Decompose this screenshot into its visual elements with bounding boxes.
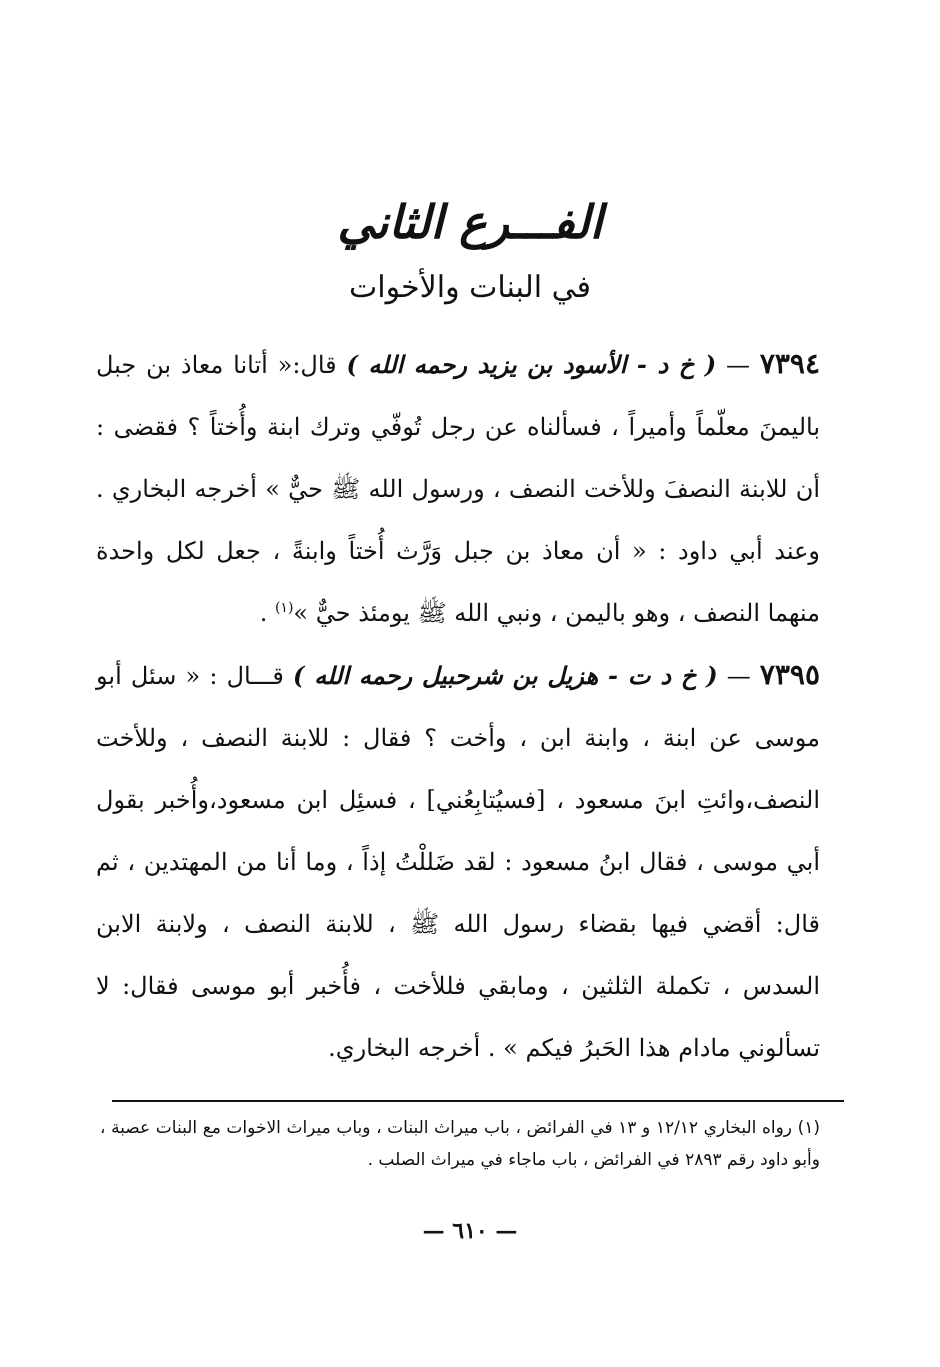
main-text [96, 333, 820, 1079]
footnote: (١) رواه البخاري ١٢/١٢ و ١٣ في الفرائض ، باب ميراث البنات ، وباب ميراث الاخوات مع البنات عصبة ، وأبو داود رقم ٢٨٩٣ في الفرائض ، باب ماجاء في ميراث الصلب . [100, 1118, 820, 1170]
hadith-entry: ٧٣٩٥ — ( خ د ت - هزيل بن شرحبيل رحمه الله ) قـــال : « سئل أبو موسى عن ابنة ، وابنة ابن ، وأخت ؟ فقال : للابنة النصف ، وللأخت النصف،وائتِ ابنَ مسعود ، [فسيُتابِعُني] ، فسئِل ابن مسعود،وأُخبر بقول أبي موسى ، فقال ابنُ مسعود : لقد ضَللْتُ إذاً ، وما أنا من المهتدين ، ثم قال: أقضي فيها بقضاء رسول الله ﷺ ، للابنة النصف ، ولابنة الابن السدس ، تكملة الثلثين ، ومابقي فللأخت ، فأُخبر أبو موسى فقال: لا تسألوني مادام هذا الحَبرُ فيكم » . أخرجه البخاري. [96, 658, 820, 1062]
hadith-text: قال:« أتانا معاذ بن جبل باليمنَ معلّماً وأميراً ، فسألناه عن رجل تُوفّي وترك ابنة وأُختاً ؟ فقضى : أن للابنة النصفَ وللأخت النصف ، ورسول الله ﷺ حيٌّ » أخرجه البخاري . وعند أبي داود : « أن معاذ بن جبل وَرَّث أُختاً وابنةً ، جعل لكل واحدة منهما النصف ، وهو باليمن ، ونبي الله ﷺ يومئذ حيٌّ » [96, 351, 820, 627]
hadith-source: ( خ د - الأسود بن يزيد رحمه الله ) [346, 350, 717, 379]
section-title: الفـــرع الثاني [337, 195, 603, 249]
hadith-entry: ٧٣٩٤ — ( خ د - الأسود بن يزيد رحمه الله ) قال:« أتانا معاذ بن جبل باليمنَ معلّماً وأميراً ، فسألناه عن رجل تُوفّي وترك ابنة وأُختاً ؟ فقضى : أن للابنة النصفَ وللأخت النصف ، ورسول الله ﷺ حيٌّ » أخرجه البخاري . وعند أبي داود : « أن معاذ بن جبل وَرَّث أُختاً وابنةً ، جعل لكل واحدة منهما النصف ، وهو باليمن ، ونبي الله ﷺ يومئذ حيٌّ »$^{(١)}$ . [96, 347, 820, 627]
footnote-reference: (١) [274, 600, 294, 616]
hadith-text: قـــال : « سئل أبو موسى عن ابنة ، وابنة ابن ، وأخت ؟ فقال : للابنة النصف ، وللأخت النصف،وائتِ ابنَ مسعود ، [فسيُتابِعُني] ، فسئِل ابن مسعود،وأُخبر بقول أبي موسى ، فقال ابنُ مسعود : لقد ضَللْتُ إذاً ، وما أنا من المهتدين ، ثم قال: أقضي فيها بقضاء رسول الله ﷺ ، للابنة النصف ، ولابنة الابن السدس ، تكملة الثلثين ، ومابقي فللأخت ، فأُخبر أبو موسى فقال: لا تسألوني مادام هذا الحَبرُ فيكم » . أخرجه البخاري. [96, 662, 820, 1062]
hadith-number: ٧٣٩٥ [759, 658, 820, 691]
section-subtitle: في البنات والأخوات [349, 270, 591, 305]
hadith-source: ( خ د ت - هزيل بن شرحبيل رحمه الله ) [293, 661, 718, 690]
hadith-number: ٧٣٩٤ [759, 347, 820, 380]
hadith-end: . [259, 599, 275, 627]
footnote-divider [112, 1100, 844, 1102]
page-number: — ٦١٠ — [422, 1218, 518, 1244]
